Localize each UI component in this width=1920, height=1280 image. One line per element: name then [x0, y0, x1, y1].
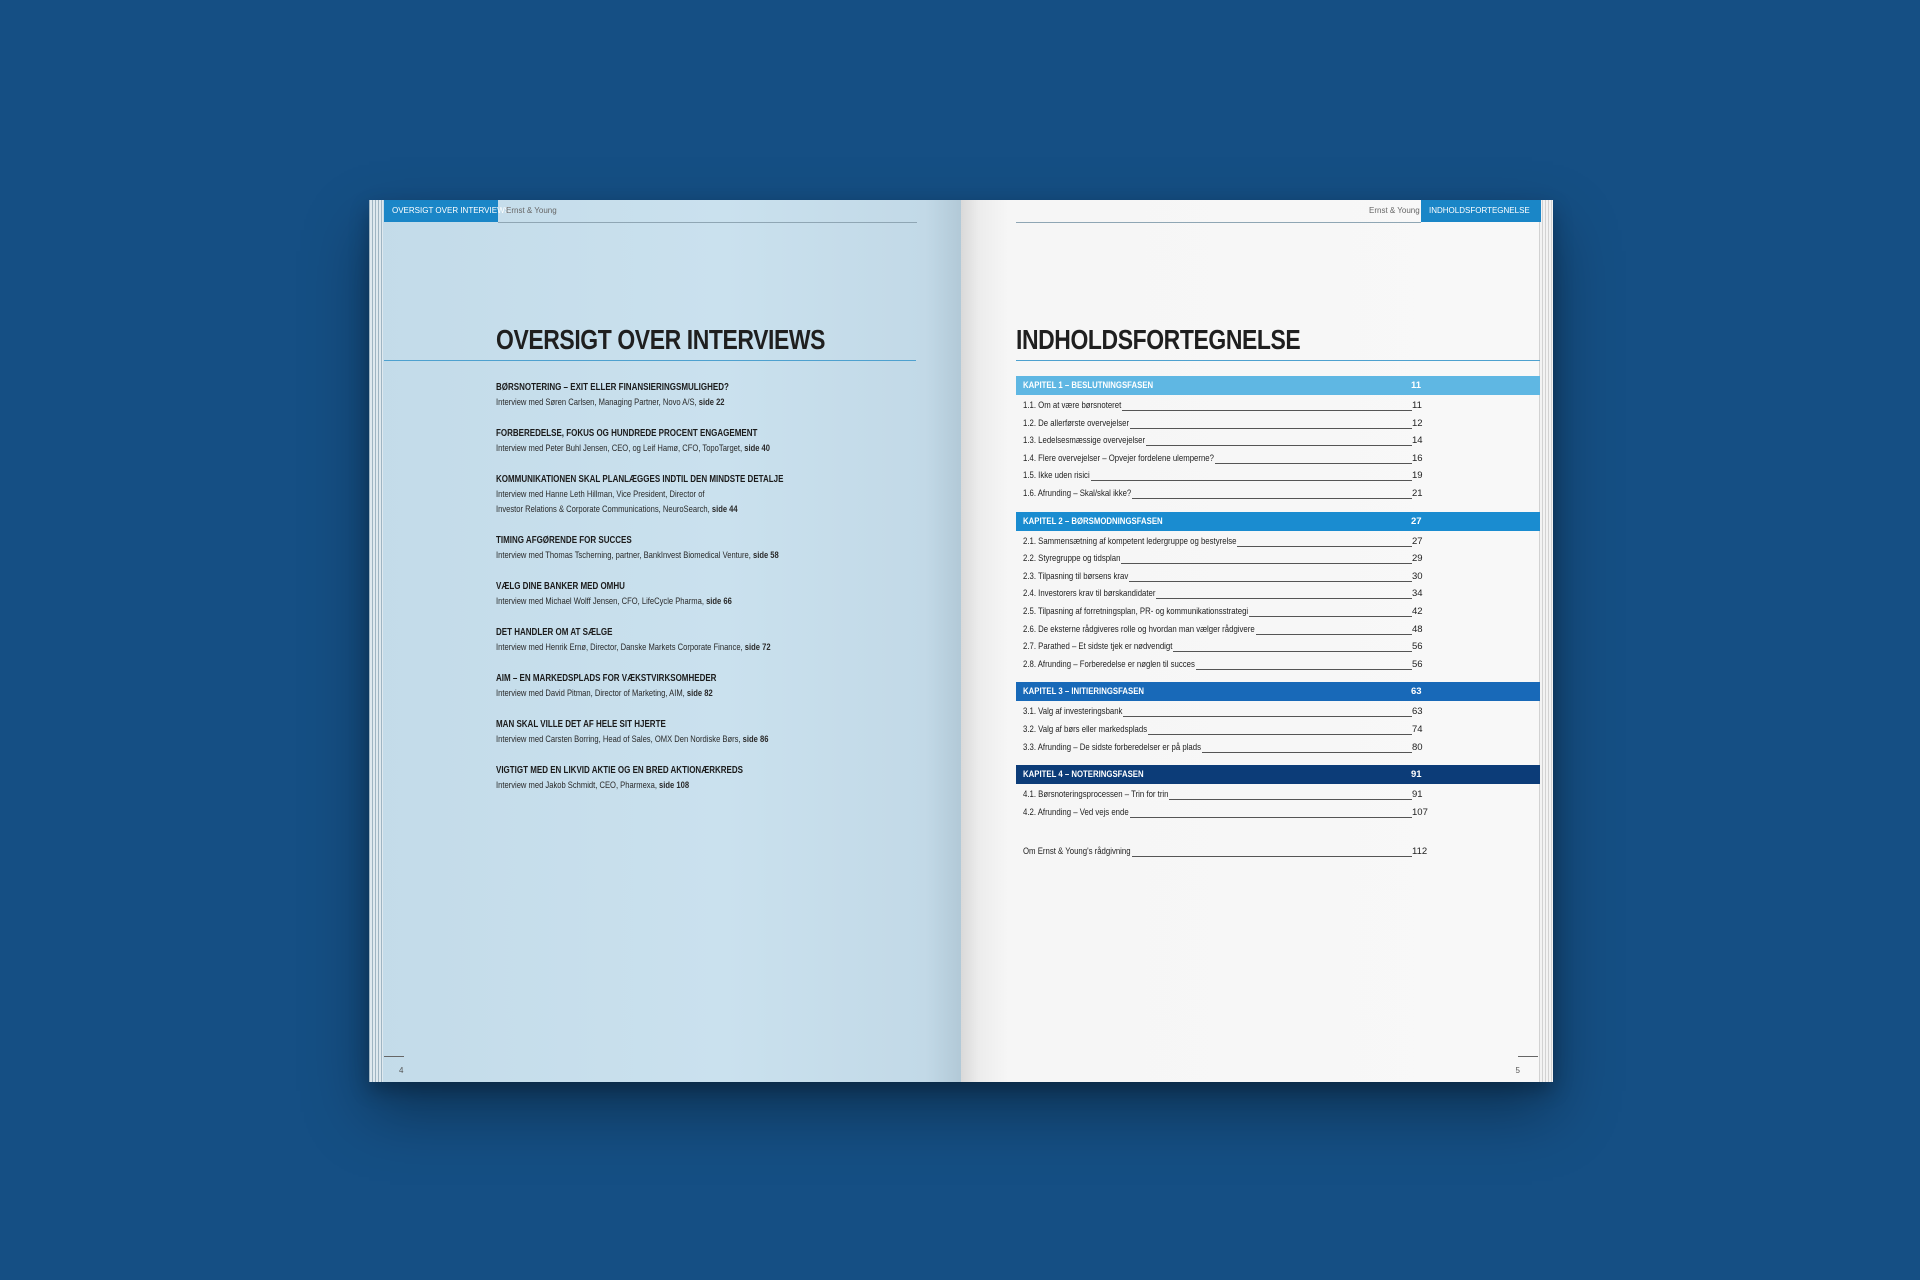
header-brand-left: Ernst & Young: [506, 206, 557, 215]
toc-item: [1016, 787, 1540, 805]
toc-item-label: 4.2. Afrunding – Ved vejs ende: [1023, 806, 1129, 818]
toc-item-label: Om Ernst & Young's rådgivning: [1023, 846, 1131, 858]
chapter-spacer: [1016, 757, 1540, 765]
interview-entry: [496, 763, 916, 809]
title-rule-right: [1016, 360, 1540, 361]
chapter-title: KAPITEL 4 – NOTERINGSFASEN: [1023, 769, 1144, 781]
title-rule-left: [384, 360, 916, 361]
toc-leader-line: [1132, 498, 1412, 499]
interview-entry: [496, 533, 916, 579]
interview-subline: [496, 640, 832, 655]
toc-item: [1016, 704, 1540, 722]
chapter-header: [1016, 512, 1540, 531]
left-page: [369, 200, 961, 1082]
toc-leader-line: [1130, 817, 1412, 818]
toc-item-page: 16: [1412, 452, 1423, 464]
toc-item-label: 4.1. Børsnoteringsprocessen – Trin for trin: [1023, 789, 1169, 801]
interview-subline-text: Interview med Søren Carlsen, Managing Partner, Novo A/S,: [496, 397, 699, 408]
toc-item-label: 1.2. De allerførste overvejelser: [1023, 417, 1130, 429]
toc-leader-line: [1237, 546, 1412, 547]
interview-page-ref: side 108: [659, 780, 690, 791]
toc-item-label: 2.7. Parathed – Et sidste tjek er nødvendigt: [1023, 641, 1173, 653]
right-page: [961, 200, 1553, 1082]
header-rule-right: [1016, 222, 1421, 223]
chapter-spacer: [1016, 504, 1540, 512]
toc-item-page: 80: [1412, 741, 1423, 753]
table-of-contents: [1016, 376, 1540, 862]
interview-list: [496, 380, 916, 809]
chapter-header: [1016, 682, 1540, 701]
toc-item-page: 56: [1412, 658, 1423, 670]
section-tab-right: INDHOLDSFORTEGNELSE: [1421, 200, 1541, 222]
toc-item-label: 2.2. Styregruppe og tidsplan: [1023, 553, 1121, 565]
toc-item-page: 12: [1412, 417, 1423, 429]
toc-item-page: 21: [1412, 487, 1423, 499]
interview-subline: [496, 778, 832, 793]
toc-leader-line: [1132, 856, 1412, 857]
toc-item: [1016, 451, 1540, 469]
interview-heading: TIMING AFGØRENDE FOR SUCCES: [496, 535, 632, 546]
interview-heading: DET HANDLER OM AT SÆLGE: [496, 627, 613, 638]
chapter-title: KAPITEL 2 – BØRSMODNINGSFASEN: [1023, 515, 1163, 527]
interview-entry: [496, 579, 916, 625]
toc-leader-line: [1169, 799, 1412, 800]
toc-item-page: 63: [1412, 706, 1423, 718]
chapter-spacer: [1016, 822, 1540, 830]
toc-item: [1016, 722, 1540, 740]
toc-item: [1016, 604, 1540, 622]
interview-page-ref: side 66: [706, 596, 732, 607]
toc-leader-line: [1130, 428, 1412, 429]
interview-page-ref: side 22: [698, 397, 725, 408]
toc-leader-line: [1123, 716, 1412, 717]
chapter-page: 63: [1411, 686, 1422, 698]
toc-item-page: 30: [1412, 570, 1423, 582]
toc-item-label: 2.5. Tilpasning af forretningsplan, PR- og kommunikationsstrategi: [1023, 605, 1249, 617]
interview-subline: [496, 548, 832, 563]
toc-item: [1016, 740, 1540, 758]
toc-item-label: 1.1. Om at være børsnoteret: [1023, 400, 1122, 411]
interview-entry: [496, 625, 916, 671]
interview-subline: [496, 686, 832, 701]
toc-leader-line: [1202, 752, 1412, 753]
interview-heading: AIM – EN MARKEDSPLADS FOR VÆKSTVIRKSOMHEDER: [496, 673, 717, 684]
toc-leader-line: [1173, 651, 1412, 652]
toc-item: [1016, 433, 1540, 451]
toc-leader-line: [1122, 410, 1412, 411]
interview-entry: [496, 671, 916, 717]
toc-leader-line: [1148, 734, 1412, 735]
toc-item: [1016, 468, 1540, 486]
toc-leader-line: [1146, 445, 1412, 446]
interview-heading: FORBEREDELSE, FOKUS OG HUNDREDE PROCENT ENGAGEMENT: [496, 428, 758, 439]
interview-subline: [496, 441, 832, 456]
toc-leader-line: [1129, 581, 1412, 582]
toc-leader-line: [1121, 563, 1412, 564]
footer-spacer: [1016, 830, 1540, 844]
interview-page-ref: side 58: [752, 550, 779, 561]
interview-subline-text: Interview med Carsten Borring, Head of Sales, OMX Den Nordiske Børs,: [496, 734, 743, 745]
interview-heading: VÆLG DINE BANKER MED OMHU: [496, 581, 625, 592]
toc-leader-line: [1215, 463, 1412, 464]
interview-subline-text: Interview med David Pitman, Director of Marketing, AIM,: [496, 688, 687, 699]
interview-subline-text: Interview med Peter Buhl Jensen, CEO, og Leif Hamø, CFO, TopoTarget,: [496, 443, 745, 454]
toc-leader-line: [1156, 598, 1412, 599]
toc-item-label: 2.4. Investorers krav til børskandidater: [1023, 588, 1156, 600]
toc-item-label: 1.5. Ikke uden risici: [1023, 470, 1090, 482]
page-edges-left: [369, 200, 383, 1082]
interview-subline-text: Investor Relations & Corporate Communications, NeuroSearch,: [496, 504, 712, 515]
interview-subline: [496, 502, 832, 517]
toc-item: [1016, 805, 1540, 823]
interview-page-ref: side 86: [742, 734, 769, 745]
chapter-page: 27: [1411, 515, 1422, 527]
chapter-header: [1016, 376, 1540, 395]
toc-item-page: 48: [1412, 623, 1423, 635]
toc-item-label: 2.1. Sammensætning af kompetent ledergruppe og bestyrelse: [1023, 535, 1237, 547]
interview-heading: KOMMUNIKATIONEN SKAL PLANLÆGGES INDTIL DEN MINDSTE DETALJE: [496, 474, 784, 485]
toc-item-page: 29: [1412, 553, 1423, 565]
interview-entry: [496, 717, 916, 763]
interview-heading: BØRSNOTERING – EXIT ELLER FINANSIERINGSMULIGHED?: [496, 382, 729, 393]
chapter-spacer: [1016, 674, 1540, 682]
interview-entry: [496, 426, 916, 472]
page-number-rule-right: [1518, 1056, 1538, 1057]
toc-item-label: 2.3. Tilpasning til børsens krav: [1023, 570, 1129, 582]
toc-item: [1016, 586, 1540, 604]
toc-item-page: 56: [1412, 641, 1423, 653]
toc-item-page: 107: [1412, 806, 1428, 818]
toc-item-label: 1.3. Ledelsesmæssige overvejelser: [1023, 435, 1146, 447]
toc-item-page: 112: [1412, 846, 1428, 858]
toc-item: [1016, 551, 1540, 569]
header-brand-right: Ernst & Young: [1369, 206, 1420, 215]
interview-subline: [496, 732, 832, 747]
interview-page-ref: side 72: [744, 642, 771, 653]
toc-leader-line: [1249, 616, 1412, 617]
toc-item: [1016, 639, 1540, 657]
toc-item-label: 2.8. Afrunding – Forberedelse er nøglen til succes: [1023, 658, 1195, 670]
toc-item-label: 3.1. Valg af investeringsbank: [1023, 706, 1123, 718]
chapter-page: 91: [1411, 769, 1422, 781]
toc-item-page: 27: [1412, 535, 1423, 547]
interview-entry: [496, 472, 916, 533]
interview-page-ref: side 44: [711, 504, 738, 515]
chapter-page: 11: [1411, 380, 1422, 391]
toc-item-label: 1.4. Flere overvejelser – Opvejer fordelene ulemperne?: [1023, 452, 1214, 464]
interview-subline: [496, 395, 832, 410]
page-number-rule-left: [384, 1056, 404, 1057]
toc-item: [1016, 416, 1540, 434]
interview-subline-text: Interview med Michael Wolff Jensen, CFO, LifeCycle Pharma,: [496, 596, 707, 607]
page-number-left: 4: [399, 1066, 404, 1075]
toc-item: [1016, 398, 1540, 416]
page-title-left: OVERSIGT OVER INTERVIEWS: [496, 324, 826, 355]
chapter-title: KAPITEL 1 – BESLUTNINGSFASEN: [1023, 380, 1154, 391]
header-rule-left: [498, 222, 917, 223]
interview-heading: VIGTIGT MED EN LIKVID AKTIE OG EN BRED AKTIONÆRKREDS: [496, 765, 743, 776]
toc-leader-line: [1196, 669, 1412, 670]
interview-page-ref: side 40: [744, 443, 771, 454]
toc-item-page: 42: [1412, 605, 1423, 617]
toc-item-page: 74: [1412, 723, 1423, 735]
book-spread: [369, 200, 1553, 1082]
interview-subline-text: Interview med Hanne Leth Hillman, Vice President, Director of: [496, 489, 705, 500]
toc-item-label: 3.2. Valg af børs eller markedsplads: [1023, 723, 1148, 735]
chapter-header: [1016, 765, 1540, 784]
toc-item-page: 34: [1412, 588, 1423, 600]
toc-item: [1016, 657, 1540, 675]
interview-subline: [496, 487, 832, 502]
interview-heading: MAN SKAL VILLE DET AF HELE SIT HJERTE: [496, 719, 666, 730]
page-title-right: INDHOLDSFORTEGNELSE: [1016, 324, 1301, 355]
interview-subline-text: Interview med Thomas Tscherning, partner, BankInvest Biomedical Venture,: [496, 550, 753, 561]
page-edges-right: [1539, 200, 1553, 1082]
interview-subline: [496, 594, 832, 609]
interview-subline-text: Interview med Jakob Schmidt, CEO, Pharmexa,: [496, 780, 660, 791]
toc-item-page: 14: [1412, 435, 1423, 447]
toc-item-page: 91: [1412, 789, 1423, 801]
toc-leader-line: [1091, 480, 1412, 481]
interview-page-ref: side 82: [686, 688, 713, 699]
toc-item-label: 2.6. De eksterne rådgiveres rolle og hvordan man vælger rådgivere: [1023, 623, 1255, 635]
interview-subline-text: Interview med Henrik Ernø, Director, Danske Markets Corporate Finance,: [496, 642, 745, 653]
toc-item: [1016, 569, 1540, 587]
toc-item-label: 1.6. Afrunding – Skal/skal ikke?: [1023, 487, 1132, 499]
toc-item-page: 11: [1412, 400, 1422, 411]
toc-item-page: 19: [1412, 470, 1423, 482]
toc-item: [1016, 534, 1540, 552]
interview-entry: [496, 380, 916, 426]
chapter-title: KAPITEL 3 – INITIERINGSFASEN: [1023, 686, 1145, 698]
toc-item: [1016, 622, 1540, 640]
toc-item-label: 3.3. Afrunding – De sidste forberedelser er på plads: [1023, 741, 1201, 753]
toc-leader-line: [1256, 634, 1412, 635]
page-number-right: 5: [1515, 1066, 1520, 1075]
toc-item: [1016, 486, 1540, 504]
toc-footer-item: [1016, 844, 1540, 862]
section-tab-left: OVERSIGT OVER INTERVIEWS: [384, 200, 498, 222]
